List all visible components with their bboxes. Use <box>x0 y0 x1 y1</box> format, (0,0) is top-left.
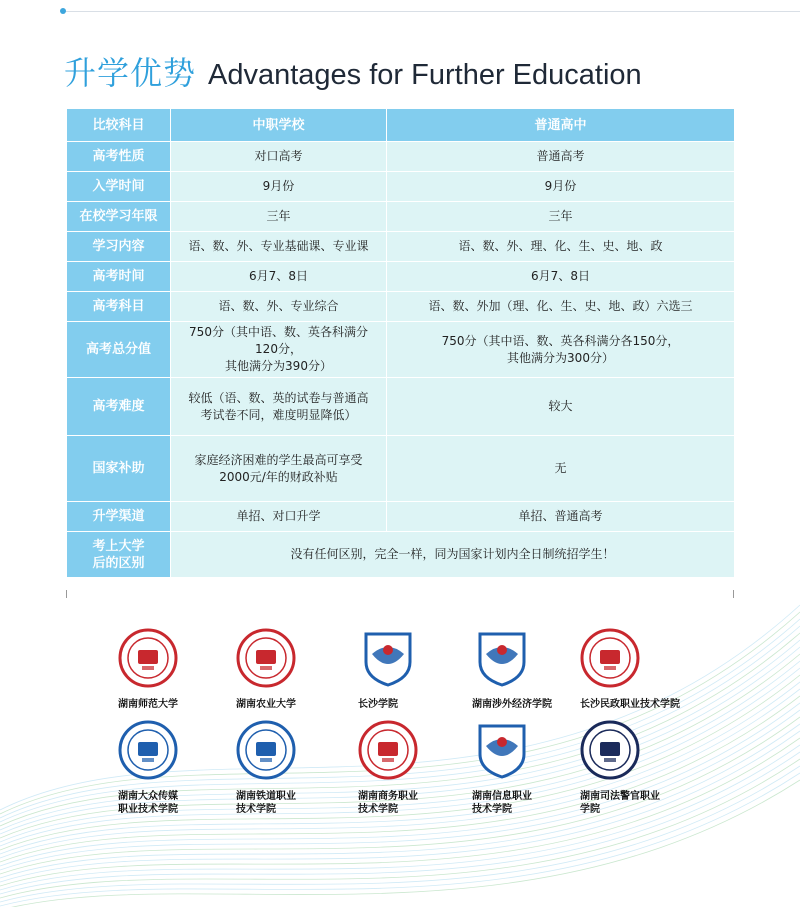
hunan-information-college-logo <box>472 720 532 780</box>
row-label: 高考总分值 <box>67 322 171 378</box>
general-cell: 三年 <box>387 202 735 232</box>
row-label: 在校学习年限 <box>67 202 171 232</box>
general-cell: 无 <box>387 436 735 502</box>
college-name: 湖南信息职业 技术学院 <box>472 791 532 815</box>
general-cell: 单招、普通高考 <box>387 502 735 532</box>
changsha-university-logo <box>358 628 418 688</box>
college-name: 湖南涉外经济学院 <box>472 699 552 710</box>
row-label: 高考难度 <box>67 378 171 436</box>
column-header-general: 普通高中 <box>387 109 735 142</box>
general-cell: 9月份 <box>387 172 735 202</box>
college-name: 湖南商务职业 技术学院 <box>358 791 418 815</box>
row-label: 国家补助 <box>67 436 171 502</box>
vocational-cell: 750分（其中语、数、英各科满分 120分， 其他满分为390分） <box>171 322 387 378</box>
general-cell: 较大 <box>387 378 735 436</box>
vocational-cell: 9月份 <box>171 172 387 202</box>
general-cell: 语、数、外、理、化、生、史、地、政 <box>387 232 735 262</box>
college-name: 湖南师范大学 <box>118 699 178 710</box>
vocational-cell: 语、数、外、专业综合 <box>171 292 387 322</box>
column-header-vocational: 中职学校 <box>171 109 387 142</box>
general-cell: 语、数、外加（理、化、生、史、地、政）六选三 <box>387 292 735 322</box>
college-name: 长沙民政职业技术学院 <box>580 699 680 710</box>
row-label: 学习内容 <box>67 232 171 262</box>
page-title-cn: 升学优势 <box>64 54 197 92</box>
college-name: 湖南农业大学 <box>236 699 296 710</box>
hunan-international-economics-logo <box>472 628 532 688</box>
college-logo-item <box>580 628 730 711</box>
vocational-cell: 单招、对口升学 <box>171 502 387 532</box>
changsha-social-work-college-logo <box>580 628 640 688</box>
college-name: 湖南大众传媒 职业技术学院 <box>118 791 178 815</box>
college-name: 湖南司法警官职业 学院 <box>580 791 660 815</box>
hunan-commerce-college-logo <box>358 720 418 780</box>
page-title-en: Advantages for Further Education <box>208 59 642 91</box>
vocational-cell: 语、数、外、专业基础课、专业课 <box>171 232 387 262</box>
row-label: 升学渠道 <box>67 502 171 532</box>
vocational-cell: 较低（语、数、英的试卷与普通高 考试卷不同，难度明显降低） <box>171 378 387 436</box>
row-label: 高考科目 <box>67 292 171 322</box>
vocational-cell: 家庭经济困难的学生最高可享受 2000元/年的财政补贴 <box>171 436 387 502</box>
hunan-railway-college-logo <box>236 720 296 780</box>
vocational-cell: 6月7、8日 <box>171 262 387 292</box>
column-header-subject: 比较科目 <box>67 109 171 142</box>
vocational-cell: 三年 <box>171 202 387 232</box>
general-cell: 750分（其中语、数、英各科满分各150分， 其他满分为300分） <box>387 322 735 378</box>
college-name: 长沙学院 <box>358 699 398 710</box>
row-label: 入学时间 <box>67 172 171 202</box>
row-label: 考上大学 后的区别 <box>67 532 171 578</box>
general-cell: 6月7、8日 <box>387 262 735 292</box>
college-name: 湖南铁道职业 技术学院 <box>236 791 296 815</box>
hunan-normal-university-logo <box>118 628 178 688</box>
hunan-judicial-police-college-logo <box>580 720 640 780</box>
row-label: 高考性质 <box>67 142 171 172</box>
vocational-cell: 对口高考 <box>171 142 387 172</box>
hunan-agricultural-university-logo <box>236 628 296 688</box>
college-logo-item <box>580 720 730 816</box>
merged-cell: 没有任何区别，完全一样，同为国家计划内全日制统招学生！ <box>171 532 735 578</box>
general-cell: 普通高考 <box>387 142 735 172</box>
hunan-mass-media-college-logo <box>118 720 178 780</box>
row-label: 高考时间 <box>67 262 171 292</box>
